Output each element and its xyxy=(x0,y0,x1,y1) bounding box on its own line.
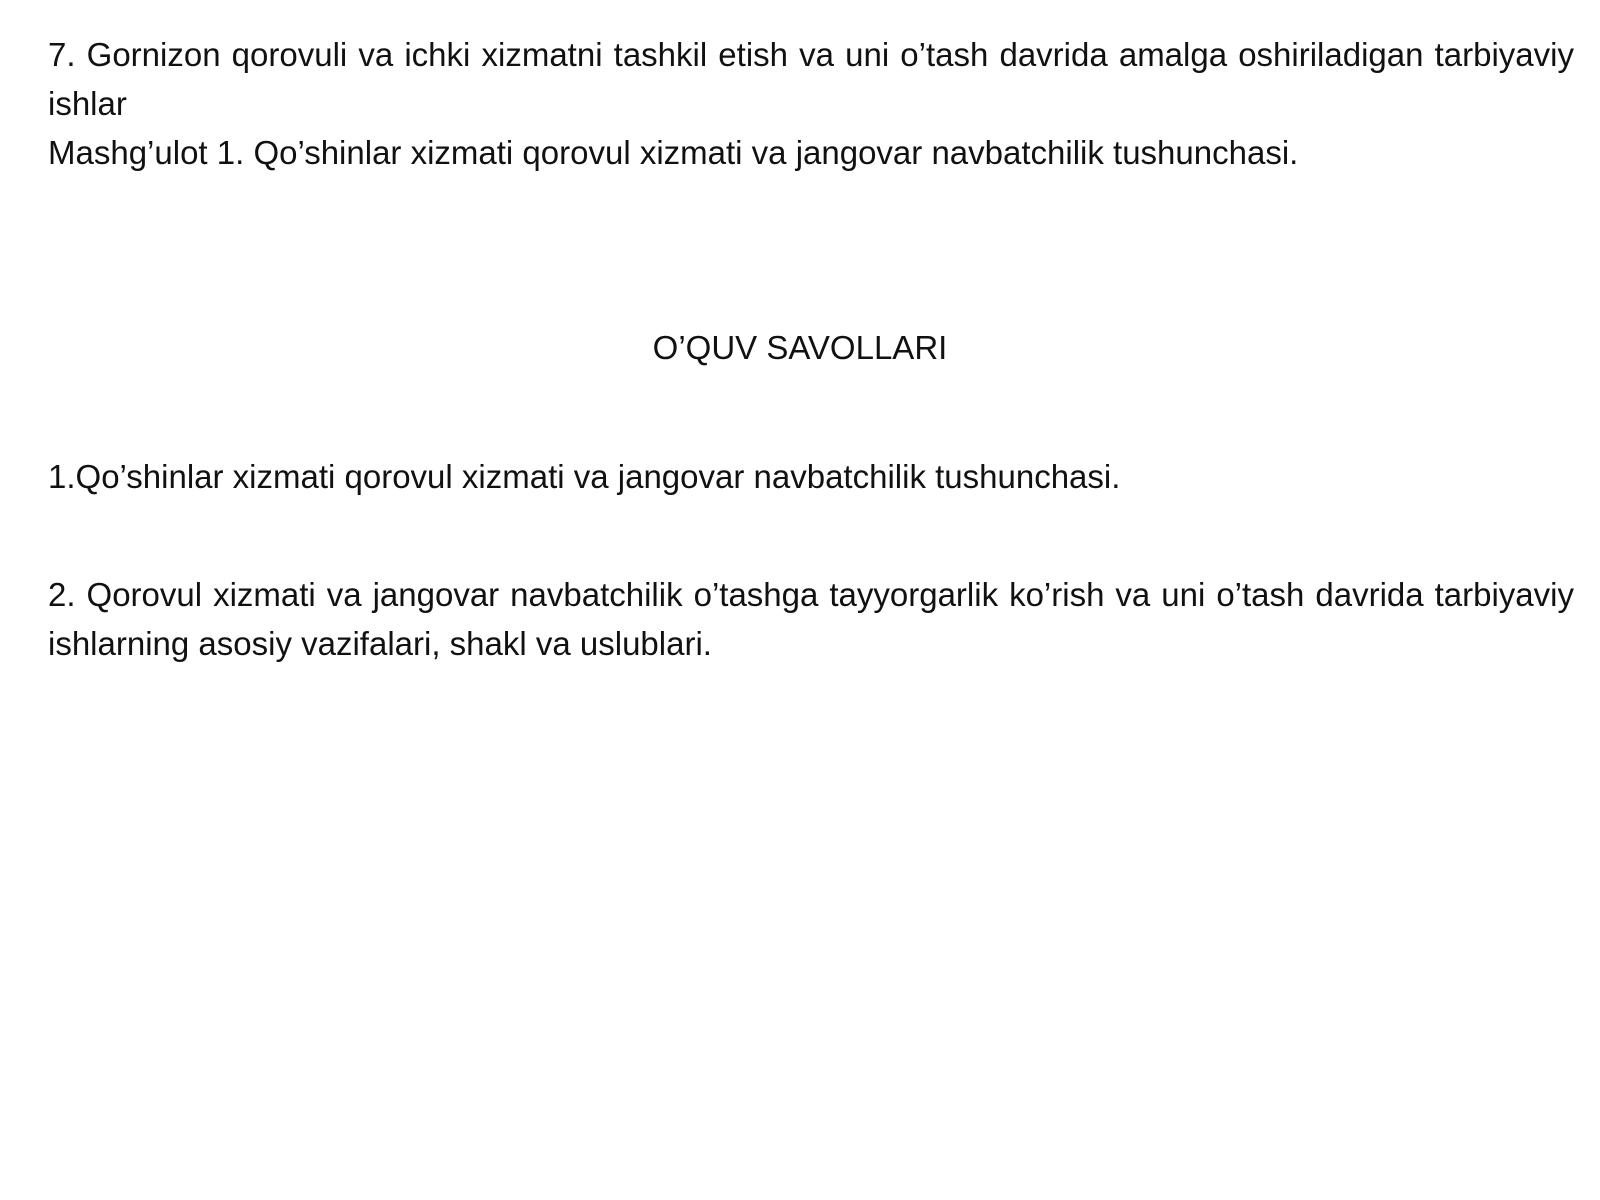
topic-heading: 7. Gornizon qorovuli va ichki xizmatni tashkil etish va uni o’tash davrida amalga oshiriladigan tarbiyaviy ishlar xyxy=(48,36,1574,122)
document-header xyxy=(48,30,1574,177)
question-item: 1.Qo’shinlar xizmati qorovul xizmati va jangovar navbatchilik tushunchasi. xyxy=(48,458,1121,495)
question-item: 2. Qorovul xizmati va jangovar navbatchilik o’tashga tayyorgarlik ko’rish va uni o’tash davrida tarbiyaviy ishlarning asosiy vazifalari, shakl va uslublari. xyxy=(48,576,1574,662)
section-title: O’QUV SAVOLLARI xyxy=(652,329,948,366)
lesson-title: Mashg’ulot 1. Qo’shinlar xizmati qorovul xizmati va jangovar navbatchilik tushunchasi. xyxy=(48,134,1299,171)
